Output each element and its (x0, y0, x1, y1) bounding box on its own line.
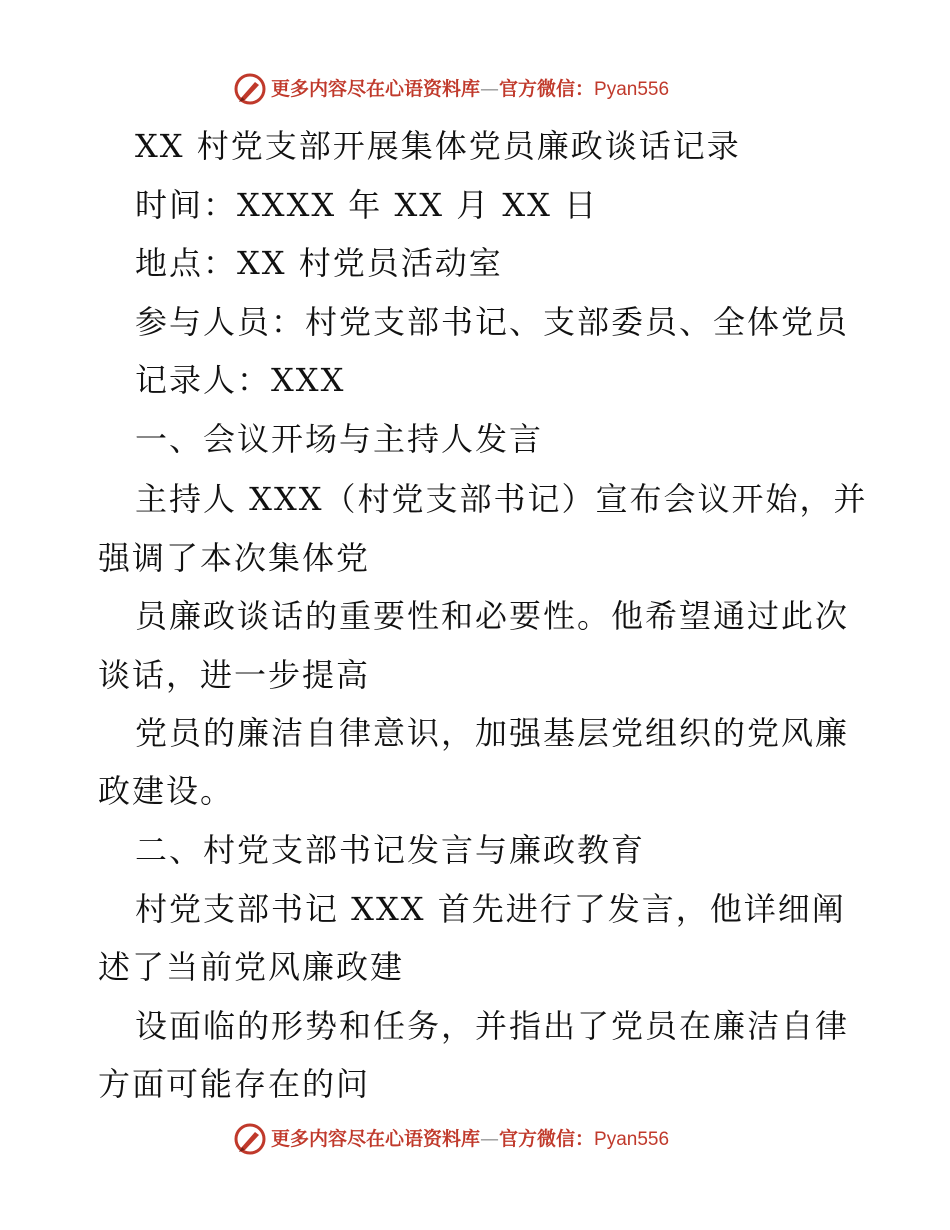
watermark-brand: 更多内容尽在心语资料库 (271, 78, 481, 100)
paragraph-line: 强调了本次集体党 (98, 539, 371, 577)
section-heading-2: 二、村党支部书记发言与廉政教育 (135, 831, 646, 869)
paragraph-line: 村党支部书记 XXX 首先进行了发言，他详细阐 (135, 890, 846, 928)
section-heading-1: 一、会议开场与主持人发言 (135, 420, 544, 458)
watermark-text (271, 1127, 669, 1152)
watermark-separator: — (480, 78, 500, 100)
meeting-participants: 参与人员：村党支部书记、支部委员、全体党员 (135, 303, 850, 341)
paragraph-line: 党员的廉洁自律意识，加强基层党组织的党风廉 (135, 714, 850, 752)
watermark-banner-bottom (0, 1120, 950, 1160)
meeting-time: 时间：XXXX 年 XX 月 XX 日 (135, 186, 599, 224)
meeting-place: 地点：XX 村党员活动室 (135, 244, 503, 282)
meeting-recorder: 记录人：XXX (135, 361, 346, 399)
paragraph-line: 方面可能存在的问 (98, 1065, 371, 1103)
paragraph-line: 政建设。 (98, 772, 235, 810)
watermark-account: Pyan556 (594, 79, 670, 100)
watermark-official: 官方微信： (499, 1128, 595, 1150)
document-title: XX 村党支部开展集体党员廉政谈话记录 (135, 127, 741, 165)
watermark-separator: — (480, 1128, 500, 1150)
watermark-account: Pyan556 (594, 1129, 670, 1150)
watermark-official: 官方微信： (499, 78, 595, 100)
pen-logo-icon (233, 1122, 267, 1156)
watermark-brand: 更多内容尽在心语资料库 (271, 1128, 481, 1150)
paragraph-line: 员廉政谈话的重要性和必要性。他希望通过此次 (135, 597, 850, 635)
paragraph-line: 谈话，进一步提高 (98, 656, 371, 694)
paragraph-line: 设面临的形势和任务，并指出了党员在廉洁自律 (135, 1007, 850, 1045)
paragraph-line: 主持人 XXX（村党支部书记）宣布会议开始，并 (135, 480, 868, 518)
paragraph-line: 述了当前党风廉政建 (98, 948, 405, 986)
